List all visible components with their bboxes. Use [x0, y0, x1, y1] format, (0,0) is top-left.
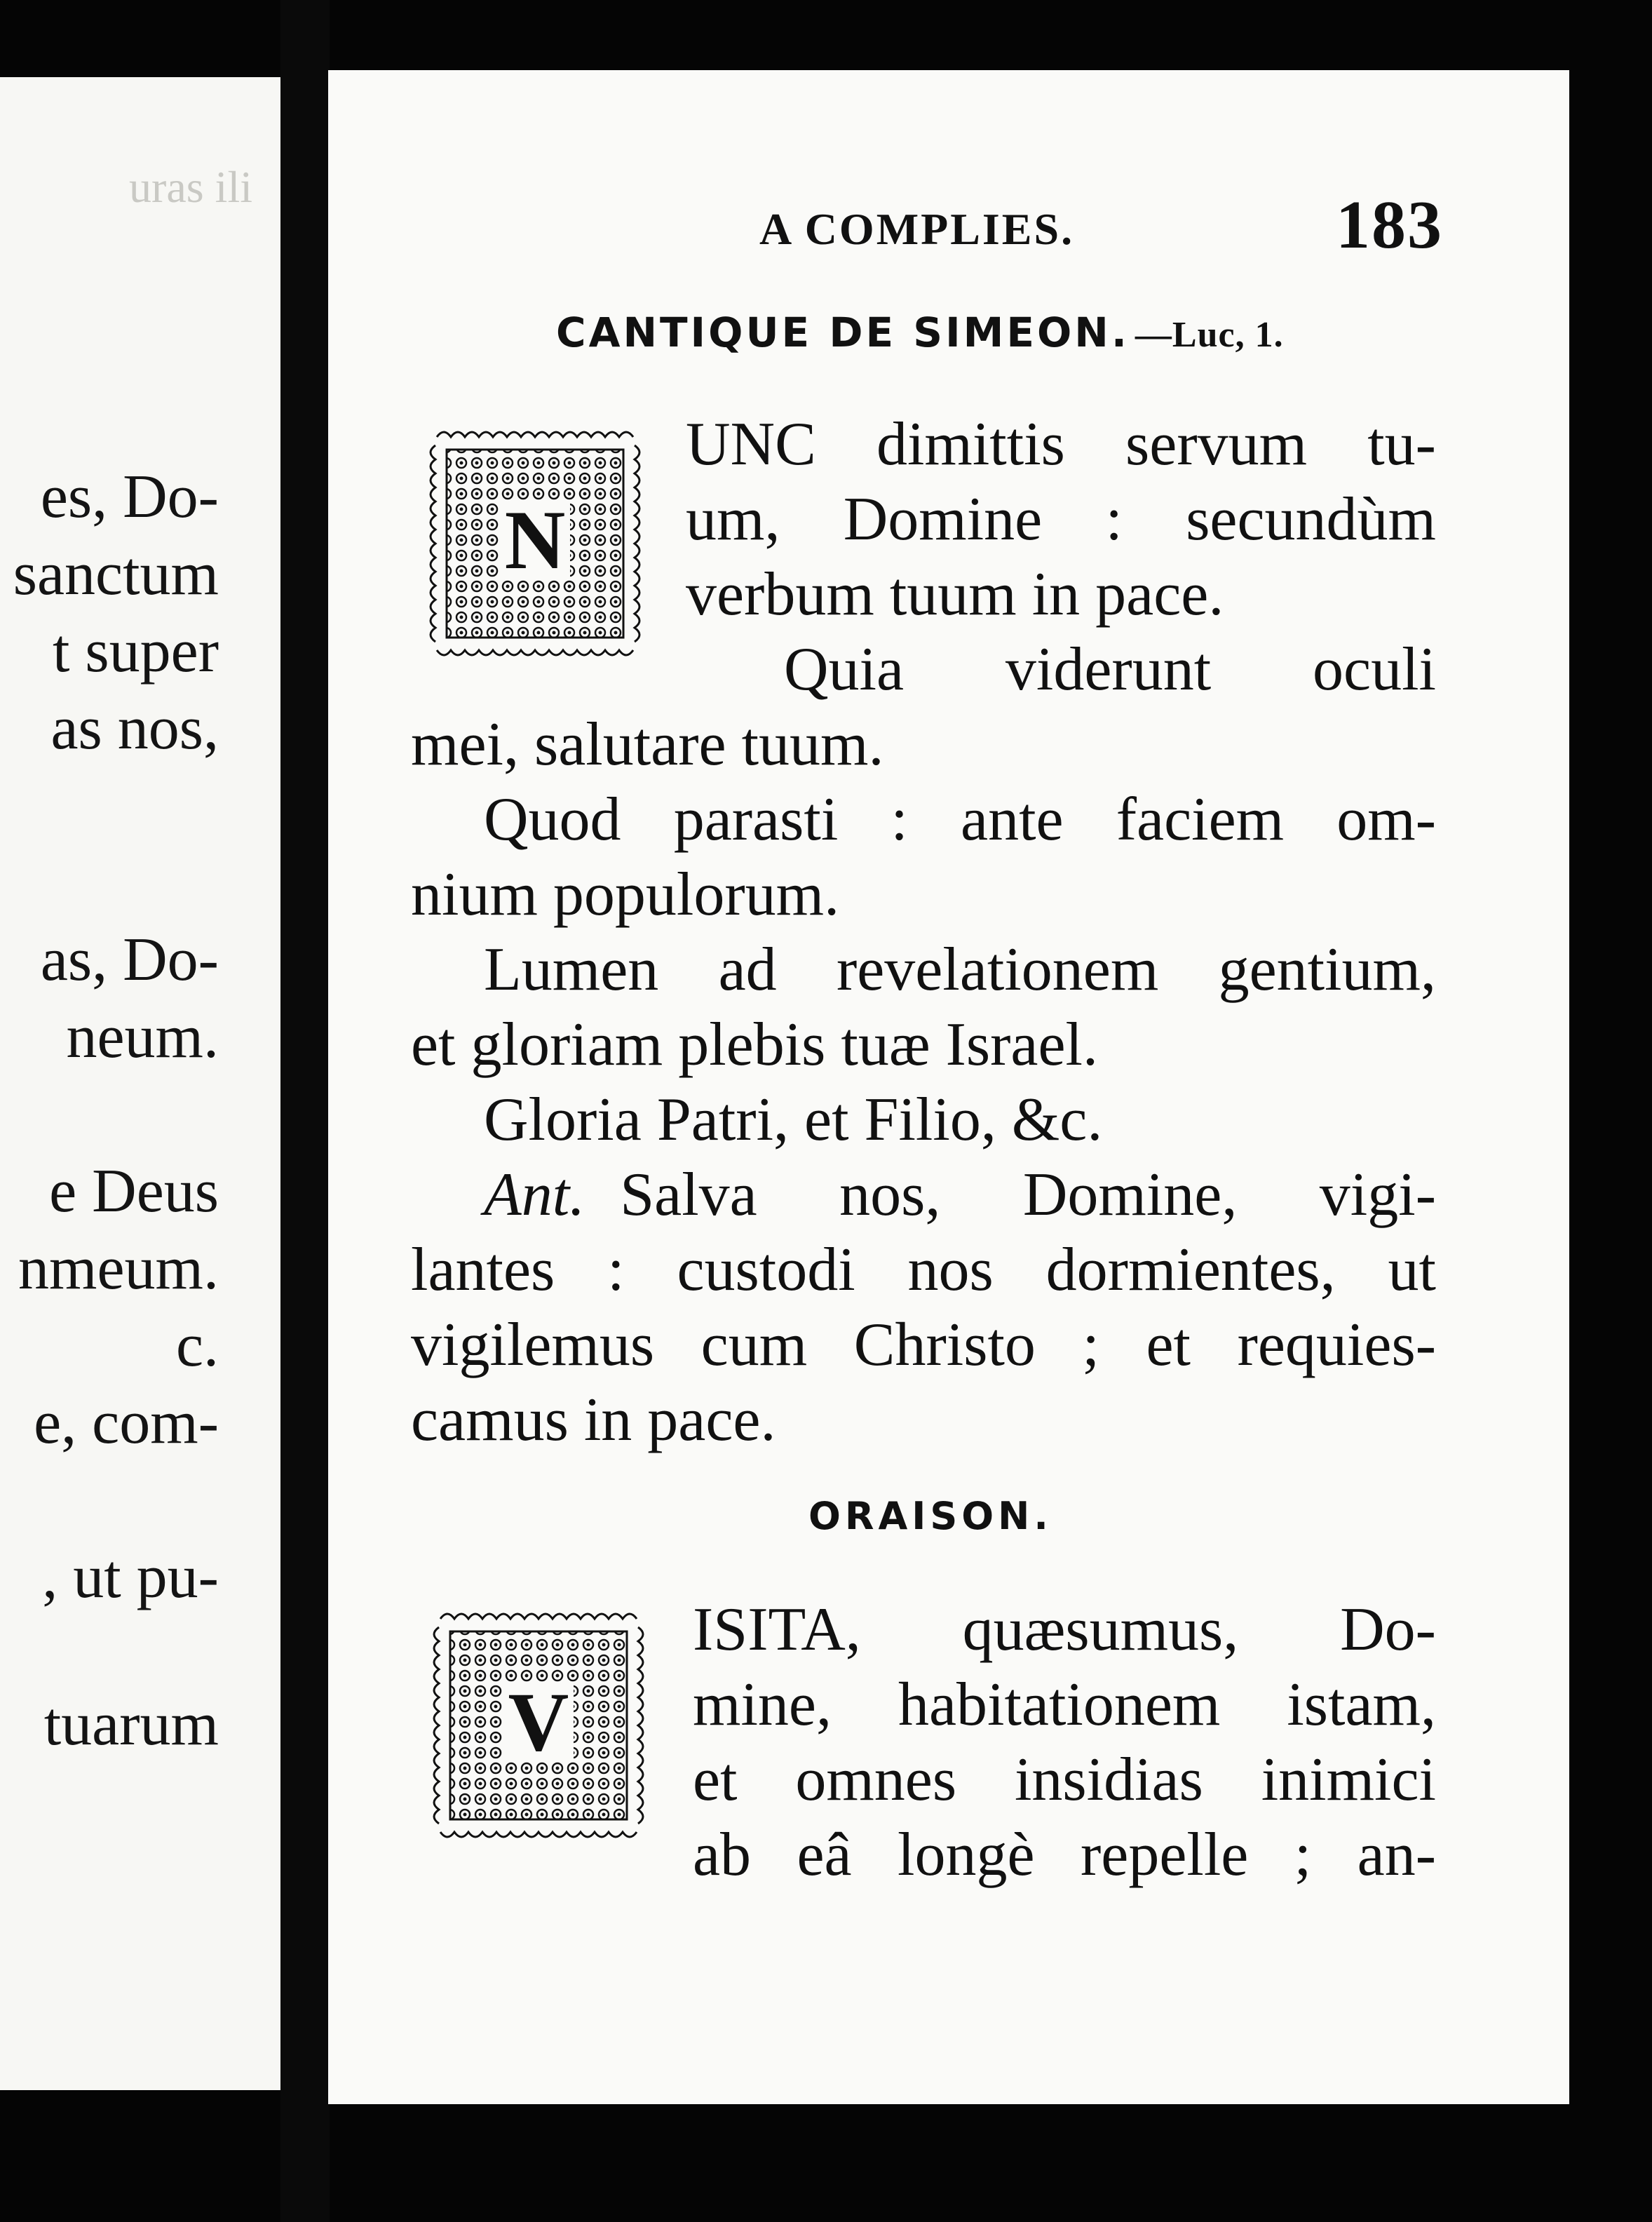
page-number: 183 — [1336, 187, 1443, 263]
oraison-line-4: ab eâ longè repelle ; an- — [693, 1821, 1436, 1889]
canticle-line-5: mei, salutare tuum. — [411, 711, 884, 779]
canticle-line-9: et gloriam plebis tuæ Israel. — [411, 1011, 1098, 1079]
left-line-12: tuarum — [43, 1690, 219, 1758]
canticle-reference: —Luc, 1. — [1135, 315, 1284, 355]
show-through-text: uras ili — [129, 162, 252, 212]
antiphon-label: Ant. — [484, 1161, 585, 1229]
left-line-9: c. — [175, 1312, 219, 1380]
decorated-initial-v — [426, 1606, 651, 1845]
initial-letter-v: V — [508, 1675, 569, 1768]
ornament-frame-icon — [423, 424, 647, 663]
canticle-title: CANTIQUE DE SIMEON. — [556, 309, 1130, 356]
canticle-line-2: um, Domine : secundùm — [686, 485, 1436, 553]
canticle-line-8: Lumen ad revelationem gentium, — [484, 936, 1436, 1004]
initial-letter-n: N — [504, 493, 566, 586]
left-line-7: e Deus — [49, 1157, 219, 1225]
book-page — [328, 70, 1569, 2104]
left-line-2: sanctum — [13, 540, 219, 608]
book-gutter — [280, 0, 330, 2222]
oraison-line-2: mine, habitationem istam, — [693, 1671, 1436, 1739]
previous-page — [0, 77, 280, 2090]
left-line-3: t super — [52, 617, 219, 685]
decorated-initial-n — [423, 424, 647, 663]
left-line-6: neum. — [66, 1003, 219, 1071]
canticle-line-1: UNC dimittis servum tu- — [686, 410, 1436, 478]
canticle-heading — [556, 309, 1284, 356]
oraison-heading: ORAISON. — [808, 1494, 1052, 1538]
antiphon-line-1 — [484, 1161, 1436, 1229]
ornament-frame-icon — [426, 1606, 651, 1845]
antiphon-line-3: vigilemus cum Christo ; et requies- — [411, 1311, 1436, 1379]
canticle-line-10: Gloria Patri, et Filio, &c. — [484, 1086, 1103, 1154]
left-line-8: nmeum. — [18, 1234, 219, 1302]
left-line-10: e, com- — [34, 1389, 219, 1457]
left-line-4: as nos, — [50, 694, 219, 762]
running-head: A COMPLIES. — [759, 204, 1075, 254]
canticle-line-3: verbum tuum in pace. — [686, 560, 1224, 628]
canticle-line-6: Quod parasti : ante faciem om- — [484, 786, 1436, 854]
antiphon-line-2: lantes : custodi nos dormientes, ut — [411, 1236, 1436, 1304]
left-line-11: , ut pu- — [42, 1543, 219, 1611]
antiphon-line-4: camus in pace. — [411, 1386, 776, 1454]
canticle-line-4: Quia viderunt oculi — [784, 635, 1436, 703]
left-line-1: es, Do- — [40, 463, 219, 531]
left-line-5: as, Do- — [40, 926, 219, 994]
canticle-line-7: nium populorum. — [411, 861, 840, 929]
oraison-line-3: et omnes insidias inimici — [693, 1746, 1436, 1814]
oraison-line-1: ISITA, quæsumus, Do- — [693, 1596, 1436, 1664]
antiphon-text: Salva nos, Domine, vigi- — [620, 1161, 1436, 1229]
